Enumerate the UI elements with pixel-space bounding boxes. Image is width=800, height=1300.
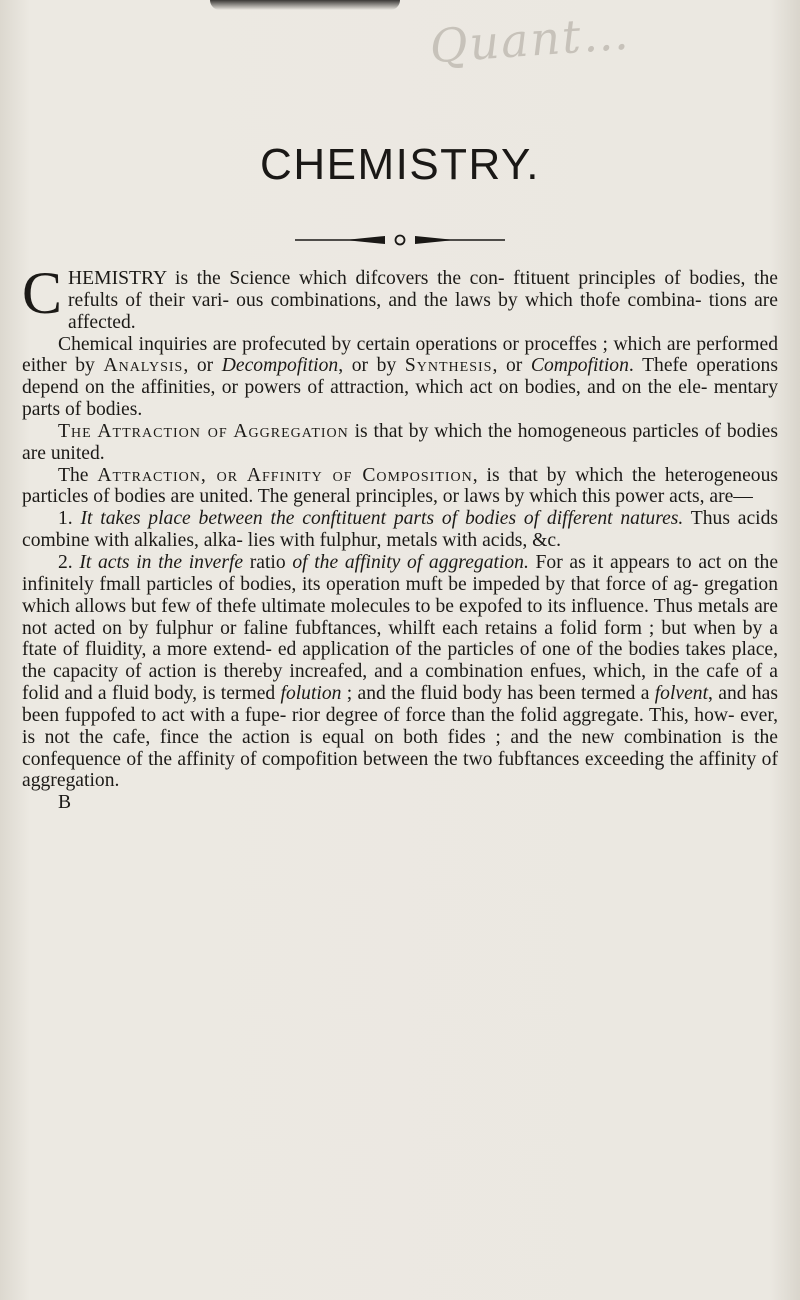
paragraph-law-2 (22, 552, 778, 792)
text-span: For as it appears to act on the infinitely fmall particles of bodies, its operation muft be impeded by that force of ag- gregation which allows but few of thefe ultimate molecules to be expofed to its influence. Thus metals are not acted on by fulphur or faline fubftances, whilft each retains a folid form ; but when by a ftate of fluidity, a more extend- ed application of the particles of one of the bodies takes place, the capacity of action is thereby increafed, and a combination enfues, which, in the cafe of a folid and a fluid body, is termed (22, 551, 779, 705)
text-span: , or (183, 355, 222, 377)
law-statement: It takes place between the conftituent parts of bodies of different natures. (80, 508, 684, 530)
text-span: is that by which the homogeneous particles of bodies are united. (22, 420, 778, 464)
term-decomposition: Decompofition (221, 355, 339, 377)
law-number: 2. (58, 551, 80, 573)
signature-mark: B (58, 792, 72, 814)
term-attraction-aggregation: The Attraction of Aggregation (58, 420, 349, 442)
definition-text: HEMISTRY is the Science which difcovers the con- ftituent principles of bodies, the refults of their vari- ous combinations, and the laws by which thofe combina- tions are affected. (68, 268, 778, 333)
text-span: , and has been fuppofed to act with a fupe- rior degree of force than the folid aggregate. This, how- ever, is not the cafe, fince the action is equal on both fides ; and the new combination is the confequence of the affinity of compofition between the two fubftances exceeding the affinity of aggregation. (22, 683, 778, 792)
handwritten-annotation: Quant… (427, 5, 633, 74)
term-solution: folution (280, 683, 342, 705)
text-span: Thus acids combine with alkalies, alka- lies with fulphur, metals with acids, &c. (22, 508, 779, 552)
ornament-divider (295, 233, 505, 247)
text-span: , is that by which the heterogeneous particles of bodies are united. The general principles, or laws by which this power acts, are— (22, 464, 778, 508)
text-span: Chemical inquiries are profecuted by certain operations or proceffes ; which are performed either by (22, 333, 778, 377)
law-statement: of the affinity of aggregation. (292, 551, 529, 573)
page-title: CHEMISTRY. (260, 140, 540, 189)
law-number: 1. (58, 508, 81, 530)
paragraph-law-1 (22, 508, 778, 552)
term-synthesis: Synthesis (404, 355, 493, 377)
text-span: ratio (243, 551, 293, 573)
law-statement: It acts in the inverfe (79, 551, 244, 573)
term-composition: Compofition (530, 355, 629, 377)
text-span: , or (492, 355, 531, 377)
text-span: The (58, 464, 98, 486)
text-span: ; and the fluid body has been termed a (341, 683, 655, 705)
drop-cap: C (22, 260, 63, 326)
term-affinity-composition: Attraction, or Affinity of Composition (97, 464, 473, 486)
paragraph-definition (22, 260, 778, 334)
body-text (22, 260, 779, 814)
text-span: . Thefe operations depend on the affinities, or powers of attraction, which act on bodies, and on the ele- mentary parts of bodies. (22, 355, 778, 421)
paragraph-aggregation (22, 421, 778, 465)
binding-shadow (210, 0, 400, 10)
paragraph-composition (22, 465, 778, 509)
term-analysis: Analysis (103, 355, 184, 377)
term-solvent: folvent (654, 683, 709, 705)
text-span: , or by (338, 355, 405, 377)
paragraph-operations (22, 334, 778, 421)
